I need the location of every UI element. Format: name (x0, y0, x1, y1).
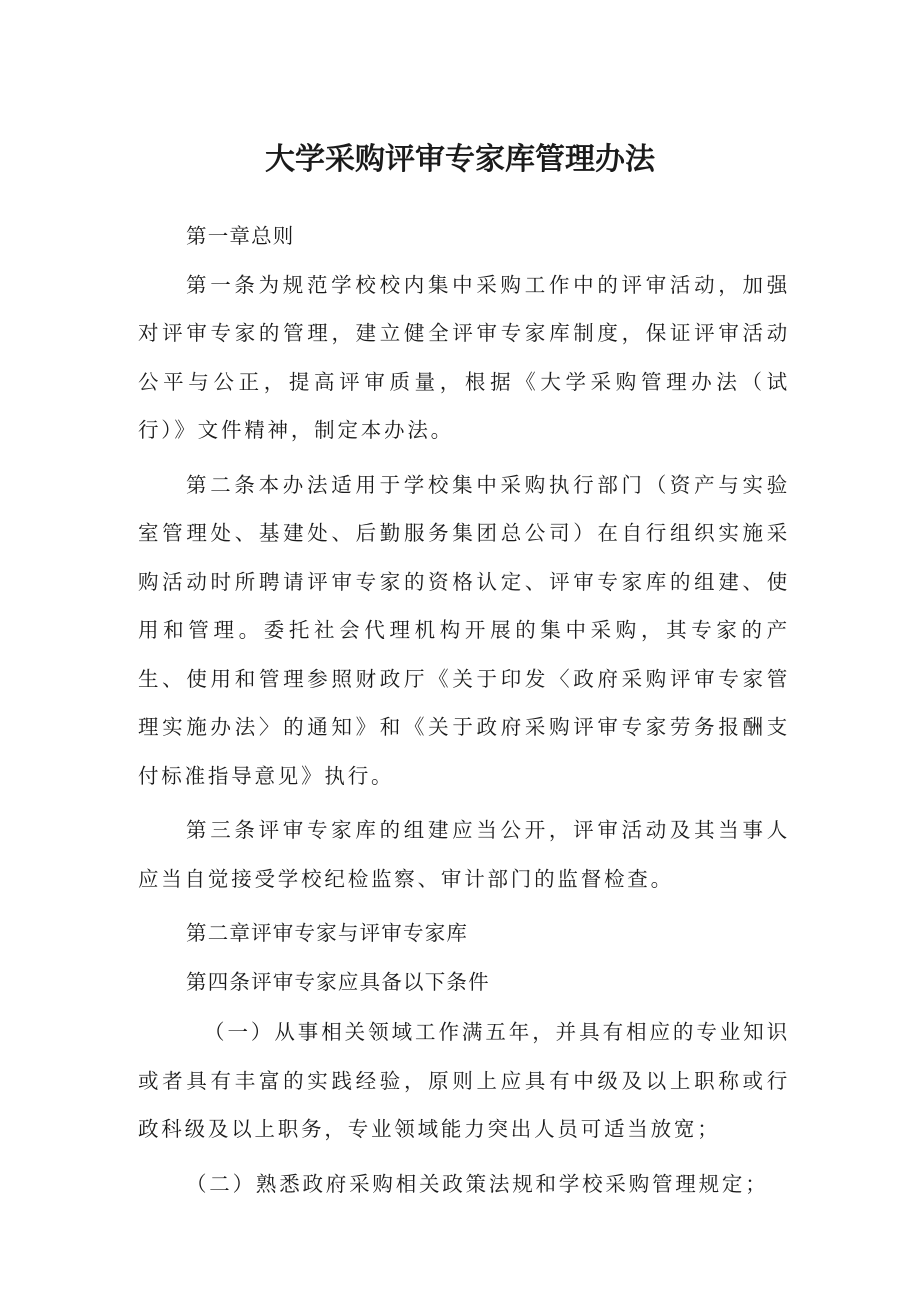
article-4-item-2: （二）熟悉政府采购相关政策法规和学校采购管理规定； (186, 1171, 769, 1196)
document-body (138, 212, 790, 1214)
article-4-item-1: （一）从事相关领域工作满五年，并具有相应的专业知识或者具有丰富的实践经验，原则上应具有中级及以上职称或行政科级及以上职务，专业领域能力突出人员可适当放宽； (138, 1020, 790, 1141)
article-1: 第一条为规范学校校内集中采购工作中的评审活动，加强对评审专家的管理，建立健全评审专家库制度，保证评审活动公平与公正，提高评审质量，根据《大学采购管理办法（试行）》文件精神，制定本办法。 (138, 272, 790, 442)
article-3: 第三条评审专家库的组建应当公开，评审活动及其当事人应当自觉接受学校纪检监察、审计部门的监督检查。 (138, 818, 790, 891)
document-title: 大学采购评审专家库管理办法 (265, 142, 655, 177)
article-2: 第二条本办法适用于学校集中采购执行部门（资产与实验室管理处、基建处、后勤服务集团总公司）在自行组织实施采购活动时所聘请评审专家的资格认定、评审专家库的组建、使用和管理。委托社会代理机构开展的集中采购，其专家的产生、使用和管理参照财政厅《关于印发〈政府采购评审专家管理实施办法〉的通知》和《关于政府采购评审专家劳务报酬支付标准指导意见》执行。 (138, 472, 790, 788)
article-4: 第四条评审专家应具备以下条件 (186, 969, 490, 994)
chapter-1-heading: 第一章总则 (186, 224, 295, 248)
chapter-2-heading: 第二章评审专家与评审专家库 (186, 921, 469, 945)
